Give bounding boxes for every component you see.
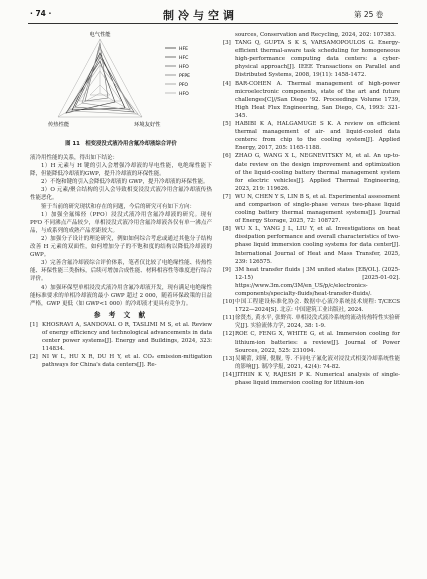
right-column xyxy=(223,31,400,387)
ref-text: ROE C, FENG X, WHITE G, et al. Immersion cooling for lithium-ion batteries: a review[J]. Journal of Power Sources, 2022, 525: 231094. xyxy=(235,331,400,354)
ref-number: [6] xyxy=(223,153,231,160)
ref-text: WU N, CHEN Y S, LIN B S, et al. Experimental assessment and comparison of single-phase versus two-phase liquid cooling battery thermal management systems[J]. Journal of Energy Storage, 2025, 72: 108727. xyxy=(235,193,400,225)
ref-text: JITHIN K V, RAJESH P K. Numerical analysis of single-phase liquid immersion cooling for lithium-ion xyxy=(235,371,400,387)
ref-number: [4] xyxy=(223,80,231,87)
axis-label-heat-transfer: 传热性能 xyxy=(48,122,70,128)
reference-item xyxy=(223,330,400,354)
paragraph: 3）O 元素/聚合结构的引入会导致相变浸没式液冷用含氟冷却液传热性能恶化。 xyxy=(30,187,212,202)
ref-number: [7] xyxy=(223,193,231,200)
reference-item xyxy=(223,266,400,298)
reference-item xyxy=(223,314,400,330)
page-number: · 74 · xyxy=(30,9,52,18)
ref-text: 吴曦蕾, 刘瑾, 倪舰, 等. 不同电子氟化液对浸没式相变冷却系统性能的影响[J]. 制冷学报, 2021, 42(4): 74-82. xyxy=(235,355,400,370)
axis-label-environment: 环境友好性 xyxy=(134,122,161,128)
chart-legend xyxy=(165,46,190,97)
legend-label: PFPE xyxy=(179,74,191,79)
reference-item xyxy=(30,353,212,369)
ref-text: 徐贤杰, 黄水平, 张野宾. 单相浸没式液冷系统的流动传热特性实验研究[J]. 实验流体力学, 2024, 38: 1-9. xyxy=(235,315,400,330)
ref-text: NI W L, HU X R, DU H Y, et al. CO₂ emission-mitigation pathways for China's data centers[J]. Re- xyxy=(42,354,212,369)
ref-number xyxy=(223,31,235,39)
paragraph: 1）加强全氟烯烃（PFO）浸没式液冷用含氟冷却液的研究。现有 PFO 不同沸点产品较少，单相浸没式液冷用含氟冷却液各仅有单一沸点产品，与成系列的成熟产品差距较大。 xyxy=(30,211,212,234)
radar-chart xyxy=(30,28,212,140)
paragraph: 4）加强环保型单相浸没式液冷用含氟冷却液开发，现有满足电绝缘性能标准要求的单相冷却液的最小 GWP 超过 2 000，随着环保政策的日益严格，GWP 更低（如 GWP<1 000）的冷却液才更具有竞争力。 xyxy=(30,284,212,307)
paragraph: 2）不饱和键的引入会降低冷却液的 GWP，提升冷却液的环保性能。 xyxy=(41,179,209,186)
series-pfpe xyxy=(85,43,108,101)
ref-number: [13] xyxy=(223,355,235,362)
volume-label: 第 25 卷 xyxy=(354,10,384,19)
ref-text: HABIBI K A, HALGAMUGE S K. A review on efficient thermal management of air- and liquid-cooled data centers: from chip to the cooling system[J]. Applied Energy, 2017, 205: 1165-1188. xyxy=(235,121,400,152)
series-hfc xyxy=(66,61,115,113)
legend-label: HFO xyxy=(179,65,189,70)
reference-item xyxy=(223,298,400,314)
paragraph: 2）加强分子设计的理论研究，例如如何综合考虑或通过其他分子结构改善 H 元素的双面性，如何增加分子的不饱和度的结构以降低冷却液的 GWP。 xyxy=(30,235,212,259)
left-column xyxy=(30,154,212,369)
ref-number: [12] xyxy=(223,331,235,338)
series-hfo xyxy=(75,57,134,112)
ref-number: [2] xyxy=(30,354,38,361)
header-rule xyxy=(28,23,398,24)
legend-label: HFC xyxy=(179,56,189,61)
reference-item xyxy=(223,371,400,387)
reference-item xyxy=(223,225,400,265)
reference-item xyxy=(223,355,400,371)
reference-item xyxy=(223,152,400,192)
legend-label: HFE xyxy=(179,47,188,52)
reference-item xyxy=(30,321,212,353)
radar-figure xyxy=(30,28,212,150)
page-header xyxy=(0,8,427,22)
references-heading: 参 考 文 献 xyxy=(93,310,149,319)
figure-caption: 图 11 相变浸没式液冷用含氟冷却液综合评价 xyxy=(65,141,177,147)
series-hfo-2 xyxy=(68,65,138,114)
legend-label: PFO xyxy=(179,83,189,88)
ref-number: [3] xyxy=(223,40,231,47)
series-hfe xyxy=(72,53,125,110)
ref-number: [11] xyxy=(223,315,235,322)
ref-number: [14] xyxy=(223,371,235,378)
reference-item xyxy=(223,39,400,79)
ref-number: [5] xyxy=(223,121,231,128)
journal-title: 制冷与空调 xyxy=(163,9,238,22)
paragraph: 液冷用性能的关系，得出如下结论： xyxy=(30,155,119,161)
ref-number: [8] xyxy=(223,226,231,233)
paragraph: 鉴于当前的研究现状和存在的问题，今后的研究可有如下方向： xyxy=(41,203,196,210)
ref-text: WU X L, YANG J L, LIU Y, et al. Investigations on heat dissipation performance and overall characteristics of two-phase liquid immersion cooling systems for data center[J]. International Journal of Heat and Mass Transfer, 2025, 239: 126575. xyxy=(235,226,400,265)
ref-text: ZHAO G, WANG X L, NEGNEVITSKY M, et al. An up-to-date review on the design improvement and optimization of the liquid-cooling battery thermal management system for electric vehicles[J]. Applied Thermal Engineering, 2023, 219: 119626. xyxy=(235,153,400,192)
radar-series xyxy=(66,43,138,114)
ref-text: KHOSRAVI A, SANDOVAL O R, TASLIMI M S, et al. Review of energy efficiency and technological advancements in data center power systems[J]. Energy and Buildings, 2024, 323: 114834. xyxy=(42,321,212,353)
ref-text: 中国工程建设标准化协会. 数据中心液冷系统技术规程: T/CECS 1722—2024[S]. 北京: 中国建筑工业出版社, 2024. xyxy=(235,299,400,314)
ref-number: [1] xyxy=(30,321,38,328)
ref-text: TANG Q, GUPTA S K S, VARSAMOPOULOS G. Energy-efficient thermal-aware task scheduling for homogeneous high-performance computing data centers: a cyber-physical approach[J]. IEEE Transactions on Parallel and Distributed Systems, 2008, 19(11): 1458-1472. xyxy=(235,40,400,79)
ref-text: BAR-COHEN A. Thermal management of high-power microelectronic components, state of the art and future challenges[C]//San Diego '92. Proceedings Volume 1739, High Heat Flux Engineering, San Diego, CA, 1993: 321-345. xyxy=(235,80,400,119)
ref-text: 3M heat transfer fluids | 3M united states [EB/OL]. (2025-12-15) [2025-01-02]. https://www.3m.com/3M/en_US/p/c/electronics-components/specialty-fluids/heat-transfer-fluids/. xyxy=(235,266,400,297)
paragraph: 1）H 元素与 H 键的引入会增强冷却液的导电性能，电绝缘性能下降，但能降低冷却液的GWP，提升冷却液的环保性能。 xyxy=(30,163,212,178)
axis-label-electrical: 电气性能 xyxy=(89,32,111,38)
ref-number: [9] xyxy=(223,266,231,273)
reference-item xyxy=(223,31,400,39)
ref-text: sources, Conservation and Recycling, 2024, 202: 107383. xyxy=(235,32,396,38)
reference-item xyxy=(223,80,400,120)
paragraph: 3）完善含氟冷却液综合评价体系，笔者仅比较了电绝缘性能、传热性能、环保性能三类指标，后续可增加合成性能、材料相容性等维度进行综合评价。 xyxy=(30,260,212,283)
reference-item xyxy=(223,120,400,152)
legend-label: HFO xyxy=(179,92,189,97)
reference-item xyxy=(223,193,400,225)
ref-number: [10] xyxy=(223,299,235,306)
